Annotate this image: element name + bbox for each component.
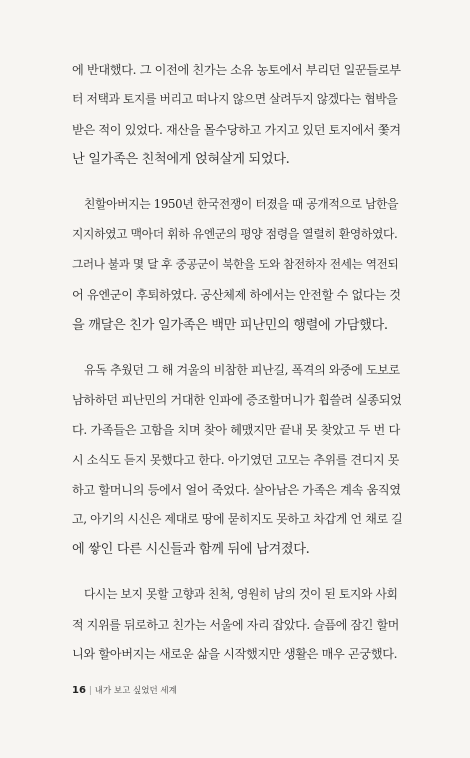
- page-number: 16: [72, 685, 86, 696]
- text-line: 을 깨달은 친가 일가족은 백만 피난민의 행렬에 가담했다.: [72, 318, 388, 333]
- text-line: 다시는 보지 못할 고향과 친척, 영원히 남의 것이 된 토지와 사회: [84, 587, 398, 601]
- text-line: 친할아버지는 1950년 한국전쟁이 터졌을 때 공개적으로 남한을: [84, 197, 399, 211]
- text-line: 니와 할아버지는 새로운 삶을 시작했지만 생활은 매우 곤궁했다.: [72, 647, 398, 661]
- text-line: 지지하였고 맥아더 휘하 유엔군의 평양 점령을 열렬히 환영하였다.: [72, 227, 398, 241]
- footer-separator: |: [88, 686, 92, 696]
- text-line: 터 저택과 토지를 버리고 떠나지 않으면 살려두지 않겠다는 협박을: [72, 92, 398, 106]
- text-line: 남하하던 피난민의 거대한 인파에 증조할머니가 휩쓸려 실종되었: [72, 393, 402, 407]
- text-line: 유독 추웠던 그 해 겨울의 비참한 피난길, 폭격의 와중에 도보로: [84, 363, 400, 377]
- text-line: 에 반대했다. 그 이전에 친가는 소유 농토에서 부리던 일꾼들로부: [72, 63, 401, 77]
- text-line: 그러나 불과 몇 달 후 중공군이 북한을 도와 참전하자 전세는 역전되: [72, 257, 399, 271]
- text-line: 고, 아기의 시신은 제대로 땅에 묻히지도 못하고 차갑게 언 채로 길: [72, 512, 403, 526]
- page-footer: [72, 684, 177, 696]
- text-line: 받은 적이 있었다. 재산을 몰수당하고 가지고 있던 토지에서 쫓겨: [72, 123, 401, 137]
- text-line: 어 유엔군이 후퇴하였다. 공산체제 하에서는 안전할 수 없다는 것: [72, 288, 401, 302]
- text-line: 시 소식도 듣지 못했다고 한다. 아기였던 고모는 추위를 견디지 못: [72, 453, 399, 467]
- running-title: 내가 보고 싶었던 세계: [94, 686, 177, 696]
- text-line: 에 쌓인 다른 시신들과 함께 뒤에 남겨졌다.: [72, 542, 310, 557]
- text-line: 적 지위를 뒤로하고 친가는 서울에 자리 잡았다. 슬픔에 잠긴 할머: [72, 618, 399, 632]
- text-line: 다. 가족들은 고함을 치며 찾아 헤맸지만 끝내 못 찾았고 두 번 다: [72, 423, 400, 437]
- text-line: 하고 할머니의 등에서 얼어 죽었다. 살아남은 가족은 계속 움직였: [72, 483, 401, 497]
- text-line: 난 일가족은 친척에게 얹혀살게 되었다.: [72, 152, 290, 167]
